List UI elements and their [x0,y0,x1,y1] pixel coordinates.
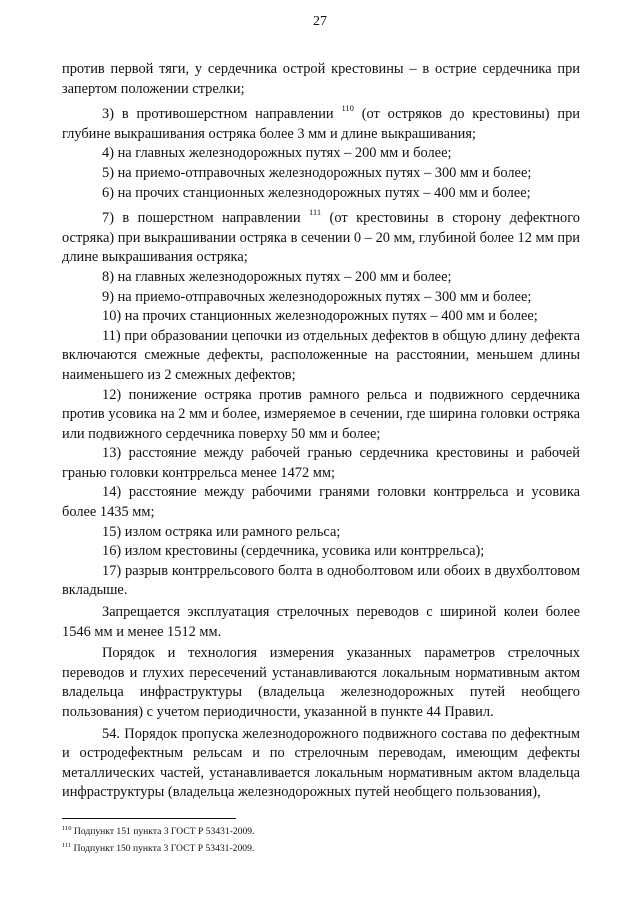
paragraph: 9) на приемо-отправочных железнодорожных путях – 300 мм и более; [102,288,532,305]
footnote-mark: 110 [62,825,72,832]
paragraph: 5) на приемо-отправочных железнодорожных путях – 300 мм и более; [102,164,532,181]
paragraph: 13) расстояние между рабочей гранью сердечника крестовины и рабочей гранью головки контррельса менее 1472 мм; [62,445,580,481]
paragraph-text: (от крестовины в сторону дефектного остряка) при выкрашивании остряка в сечении 0 – 20 мм, глубиной более 12 мм при длине выкрашивания остряка; [62,210,580,266]
footnote [62,839,580,856]
paragraph: 6) на прочих станционных железнодорожных путях – 400 мм и более; [102,184,531,201]
footnotes [62,822,580,856]
paragraph: 17) разрыв контррельсового болта в одноболтовом или обоих в двухболтовом вкладыше. [62,562,580,599]
paragraph: Запрещается эксплуатация стрелочных переводов с шириной колеи более 1546 мм и менее 1512 мм. [62,604,580,640]
paragraph-text: 7) в пошерстном направлении [102,210,309,227]
paragraph [62,203,580,268]
footnote-ref: 110 [341,103,354,114]
paragraph: 4) на главных железнодорожных путях – 200 мм и более; [102,145,452,162]
paragraph: Порядок и технология измерения указанных параметров стрелочных переводов и глухих пересечений устанавливаются локальным нормативным актом владельца инфраструктуры (владельца железнодорожных путей необщего пользования) с учетом периодичности, указанной в пункте 44 Правил. [62,645,580,720]
paragraph: 10) на прочих станционных железнодорожных путях – 400 мм и более; [102,308,538,325]
paragraph: 54. Порядок пропуска железнодорожного подвижного состава по дефектным и остродефектным рельсам и по стрелочным переводам, имеющим дефекты металлических частей, устанавливается локальным нормативным актом владельца инфраструктуры (владельца железнодорожных путей необщего пользования), [62,725,580,801]
footnote [62,822,580,839]
main-text [62,60,580,803]
footnote-text: Подпункт 150 пункта 3 ГОСТ Р 53431-2009. [71,843,255,854]
paragraph-text: (от остряков до крестовины) при глубине выкрашивания остряка более 3 мм и длине выкрашивания; [62,106,580,142]
paragraph: 14) расстояние между рабочими гранями головки контррельса и усовика более 1435 мм; [62,484,580,521]
footnote-mark: 111 [62,842,72,849]
paragraph: 15) излом остряка или рамного рельса; [102,523,341,540]
footnote-text: Подпункт 151 пункта 3 ГОСТ Р 53431-2009. [71,826,255,837]
paragraph: 16) излом крестовины (сердечника, усовика или контррельса); [102,543,485,560]
paragraph [62,99,580,144]
paragraph: 11) при образовании цепочки из отдельных дефектов в общую длину дефекта включаются смежные дефекты, расположенные на расстоянии, меньшем длины наименьшего из 2 смежных дефектов; [62,327,580,383]
page-number: 27 [313,14,327,29]
paragraph: 12) понижение остряка против рамного рельса и подвижного сердечника против усовика на 2 мм и более, измеряемое в сечении, где ширина головки остряка или подвижного сердечника поверху 50 мм и более; [62,386,580,442]
footnote-ref: 111 [308,207,322,218]
paragraph: против первой тяги, у сердечника острой крестовины – в острие сердечника при запертом положении стрелки; [62,61,580,97]
paragraph-text: 3) в противошерстном направлении [102,106,342,123]
paragraph: 8) на главных железнодорожных путях – 200 мм и более; [102,268,452,285]
footnote-divider [62,818,236,819]
